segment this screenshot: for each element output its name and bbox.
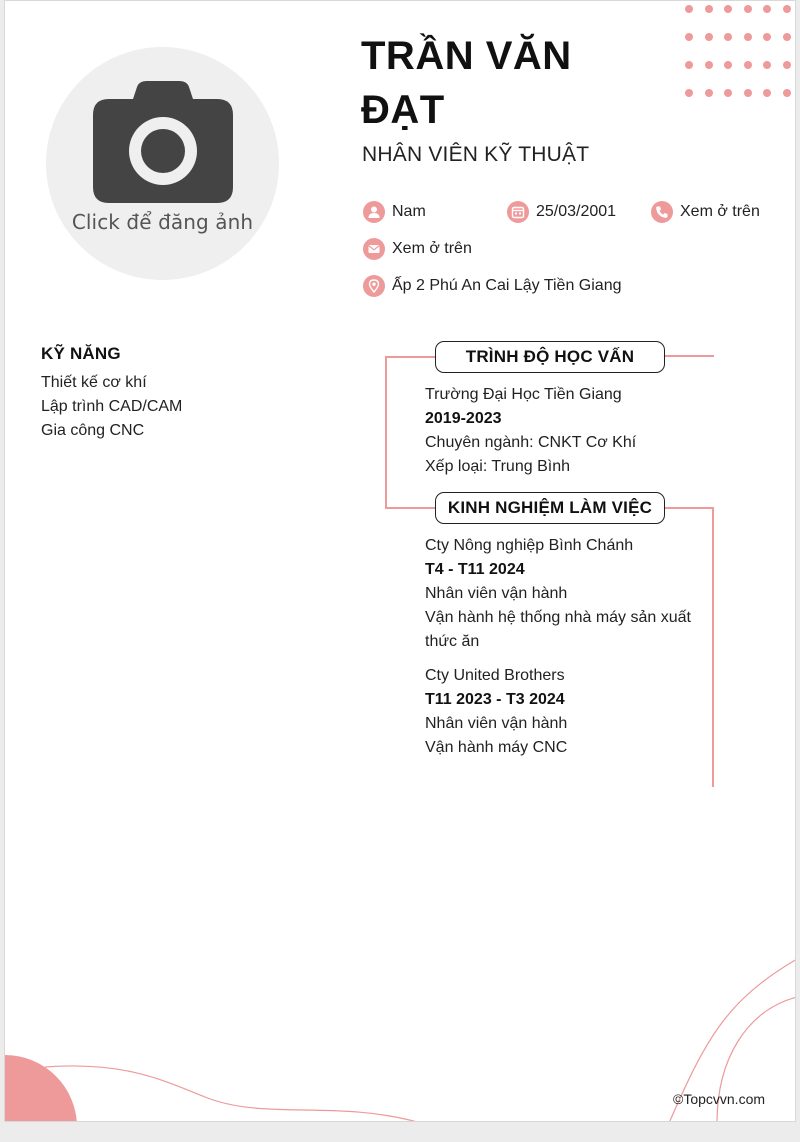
timeline-connector: [663, 507, 714, 509]
decor-dot: [724, 61, 732, 69]
decor-dot: [685, 61, 693, 69]
candidate-name: TRẦN VĂN ĐẠT: [361, 34, 572, 132]
decor-dot: [685, 5, 693, 13]
company-name: Cty United Brothers: [425, 667, 565, 684]
copyright-text: ©Topcvvn.com: [673, 1091, 766, 1107]
decor-dot: [724, 89, 732, 97]
company-name: Cty Nông nghiệp Bình Chánh: [425, 537, 634, 554]
timeline-connector: [663, 355, 714, 357]
decor-dot: [783, 33, 791, 41]
address-row: [363, 275, 621, 297]
location-pin-icon: [363, 275, 385, 297]
skill-item: Thiết kế cơ khí: [41, 374, 147, 391]
education-grade: Xếp loại: Trung Bình: [425, 458, 570, 475]
job-period: T4 - T11 2024: [425, 561, 525, 578]
timeline-connector: [385, 356, 437, 358]
job-role: Nhân viên vận hành: [425, 585, 568, 602]
decor-dot: [705, 89, 713, 97]
education-period: 2019-2023: [425, 410, 502, 427]
decor-dot: [744, 5, 752, 13]
dot-grid-decoration: [685, 5, 795, 105]
decor-dot: [783, 89, 791, 97]
job-description: Vận hành máy CNC: [425, 739, 568, 756]
camera-icon: [93, 81, 233, 203]
decor-dot: [724, 33, 732, 41]
gender-row: [363, 201, 426, 223]
decor-dot: [783, 5, 791, 13]
decor-dot: [685, 89, 693, 97]
email-value: Xem ở trên: [392, 240, 472, 257]
education-major: Chuyên ngành: CNKT Cơ Khí: [425, 434, 637, 451]
job-period: T11 2023 - T3 2024: [425, 691, 565, 708]
decor-dot: [744, 89, 752, 97]
job-description: Vận hành hệ thống nhà máy sản xuất thức ăn: [425, 609, 691, 650]
decor-dot: [705, 61, 713, 69]
decor-dot: [744, 33, 752, 41]
user-icon: [363, 201, 385, 223]
skills-title: KỸ NĂNG: [41, 344, 121, 363]
timeline-line: [385, 356, 387, 509]
email-row: [363, 238, 472, 260]
timeline-connector: [385, 507, 437, 509]
job-role: Nhân viên vận hành: [425, 715, 568, 732]
phone-icon: [651, 201, 673, 223]
decor-dot: [763, 5, 771, 13]
birthday-row: [507, 201, 616, 223]
decor-dot: [763, 33, 771, 41]
decor-dot: [783, 61, 791, 69]
decor-dot: [705, 5, 713, 13]
decor-dot: [724, 5, 732, 13]
decor-dot: [763, 89, 771, 97]
experience-entry: [425, 664, 705, 760]
school-name: Trường Đại Học Tiền Giang: [425, 386, 622, 403]
address-value: Ấp 2 Phú An Cai Lậy Tiền Giang: [392, 277, 622, 294]
skill-item: Gia công CNC: [41, 422, 145, 439]
email-icon: [363, 238, 385, 260]
cv-page: [4, 0, 796, 1122]
skill-item: Lập trình CAD/CAM: [41, 398, 183, 415]
timeline-line: [712, 507, 714, 787]
avatar-upload-label: Click để đăng ảnh: [71, 210, 254, 234]
skills-list: [41, 371, 182, 443]
phone-row: [651, 201, 760, 223]
education-entry: [425, 383, 705, 479]
experience-title: KINH NGHIỆM LÀM VIỆC: [435, 492, 665, 524]
candidate-position: NHÂN VIÊN KỸ THUẬT: [362, 143, 590, 166]
decor-dot: [685, 33, 693, 41]
birthday-value: 25/03/2001: [536, 203, 617, 220]
gender-value: Nam: [392, 203, 426, 220]
decor-dot: [705, 33, 713, 41]
phone-value: Xem ở trên: [680, 203, 760, 220]
decor-dot: [763, 61, 771, 69]
experience-entry: [425, 534, 705, 654]
education-title: TRÌNH ĐỘ HỌC VẤN: [435, 341, 665, 373]
avatar-upload[interactable]: [46, 47, 279, 280]
decor-dot: [744, 61, 752, 69]
calendar-icon: [507, 201, 529, 223]
